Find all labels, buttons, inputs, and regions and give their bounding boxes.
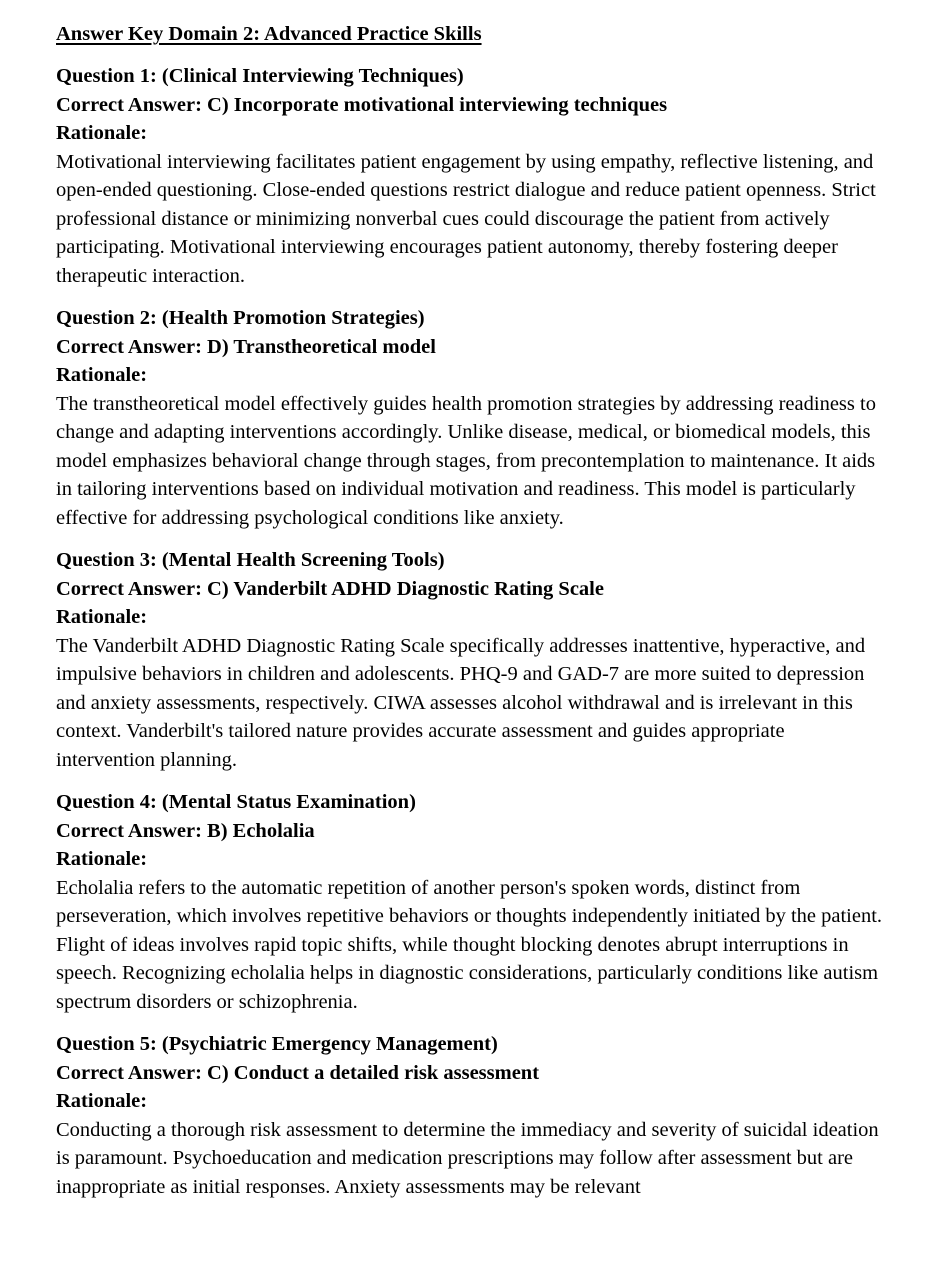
correct-answer: Correct Answer: B) Echolalia	[56, 819, 315, 842]
rationale-text: Conducting a thorough risk assessment to determine the immediacy and severity of suicidal ideation is paramount. Psychoeducation and medication prescriptions may follow after assessment but are inappropriate as initial responses. Anxiety assessments may be relevant	[56, 1118, 879, 1198]
document-title: Answer Key Domain 2: Advanced Practice Skills	[56, 23, 482, 45]
rationale-label: Rationale:	[56, 848, 148, 870]
rationale-text: The Vanderbilt ADHD Diagnostic Rating Scale specifically addresses inattentive, hyperactive, and impulsive behaviors in children and adolescents. PHQ-9 and GAD-7 are more suited to depression and anxiety assessments, respectively. CIWA assesses alcohol withdrawal and is irrelevant in this context. Vanderbilt's tailored nature provides accurate assessment and guides appropriate intervention planning.	[56, 634, 866, 771]
correct-answer: Correct Answer: C) Vanderbilt ADHD Diagnostic Rating Scale	[56, 577, 604, 600]
rationale-label: Rationale:	[56, 1090, 148, 1112]
question-4-section	[56, 788, 898, 1016]
correct-answer: Correct Answer: C) Incorporate motivational interviewing techniques	[56, 93, 668, 116]
rationale-label: Rationale:	[56, 606, 148, 628]
correct-answer: Correct Answer: D) Transtheoretical model	[56, 335, 436, 358]
question-3-section	[56, 546, 898, 774]
question-1-section	[56, 62, 898, 290]
rationale-label: Rationale:	[56, 364, 148, 386]
question-heading: Question 3: (Mental Health Screening Tools)	[56, 549, 445, 571]
question-2-section	[56, 304, 898, 532]
correct-answer: Correct Answer: C) Conduct a detailed risk assessment	[56, 1061, 540, 1084]
rationale-label: Rationale:	[56, 122, 148, 144]
rationale-text: The transtheoretical model effectively guides health promotion strategies by addressing readiness to change and adapting interventions accordingly. Unlike disease, medical, or biomedical models, this model emphasizes behavioral change through stages, from precontemplation to maintenance. It aids in tailoring interventions based on individual motivation and readiness. This model is particularly effective for addressing psychological conditions like anxiety.	[56, 392, 876, 529]
question-heading: Question 4: (Mental Status Examination)	[56, 791, 416, 813]
question-5-section	[56, 1030, 898, 1201]
rationale-text: Echolalia refers to the automatic repetition of another person's spoken words, distinct from perseveration, which involves repetitive behaviors or thoughts independently initiated by the patient. Flight of ideas involves rapid topic shifts, while thought blocking denotes abrupt interruptions in speech. Recognizing echolalia helps in diagnostic considerations, particularly conditions like autism spectrum disorders or schizophrenia.	[56, 876, 883, 1013]
question-heading: Question 2: (Health Promotion Strategies)	[56, 307, 425, 329]
question-heading: Question 5: (Psychiatric Emergency Management)	[56, 1033, 498, 1055]
rationale-text: Motivational interviewing facilitates patient engagement by using empathy, reflective listening, and open-ended questioning. Close-ended questions restrict dialogue and reduce patient openness. Strict professional distance or minimizing nonverbal cues could discourage the patient from actively participating. Motivational interviewing encourages patient autonomy, thereby fostering deeper therapeutic interaction.	[56, 150, 876, 287]
question-heading: Question 1: (Clinical Interviewing Techniques)	[56, 65, 464, 87]
